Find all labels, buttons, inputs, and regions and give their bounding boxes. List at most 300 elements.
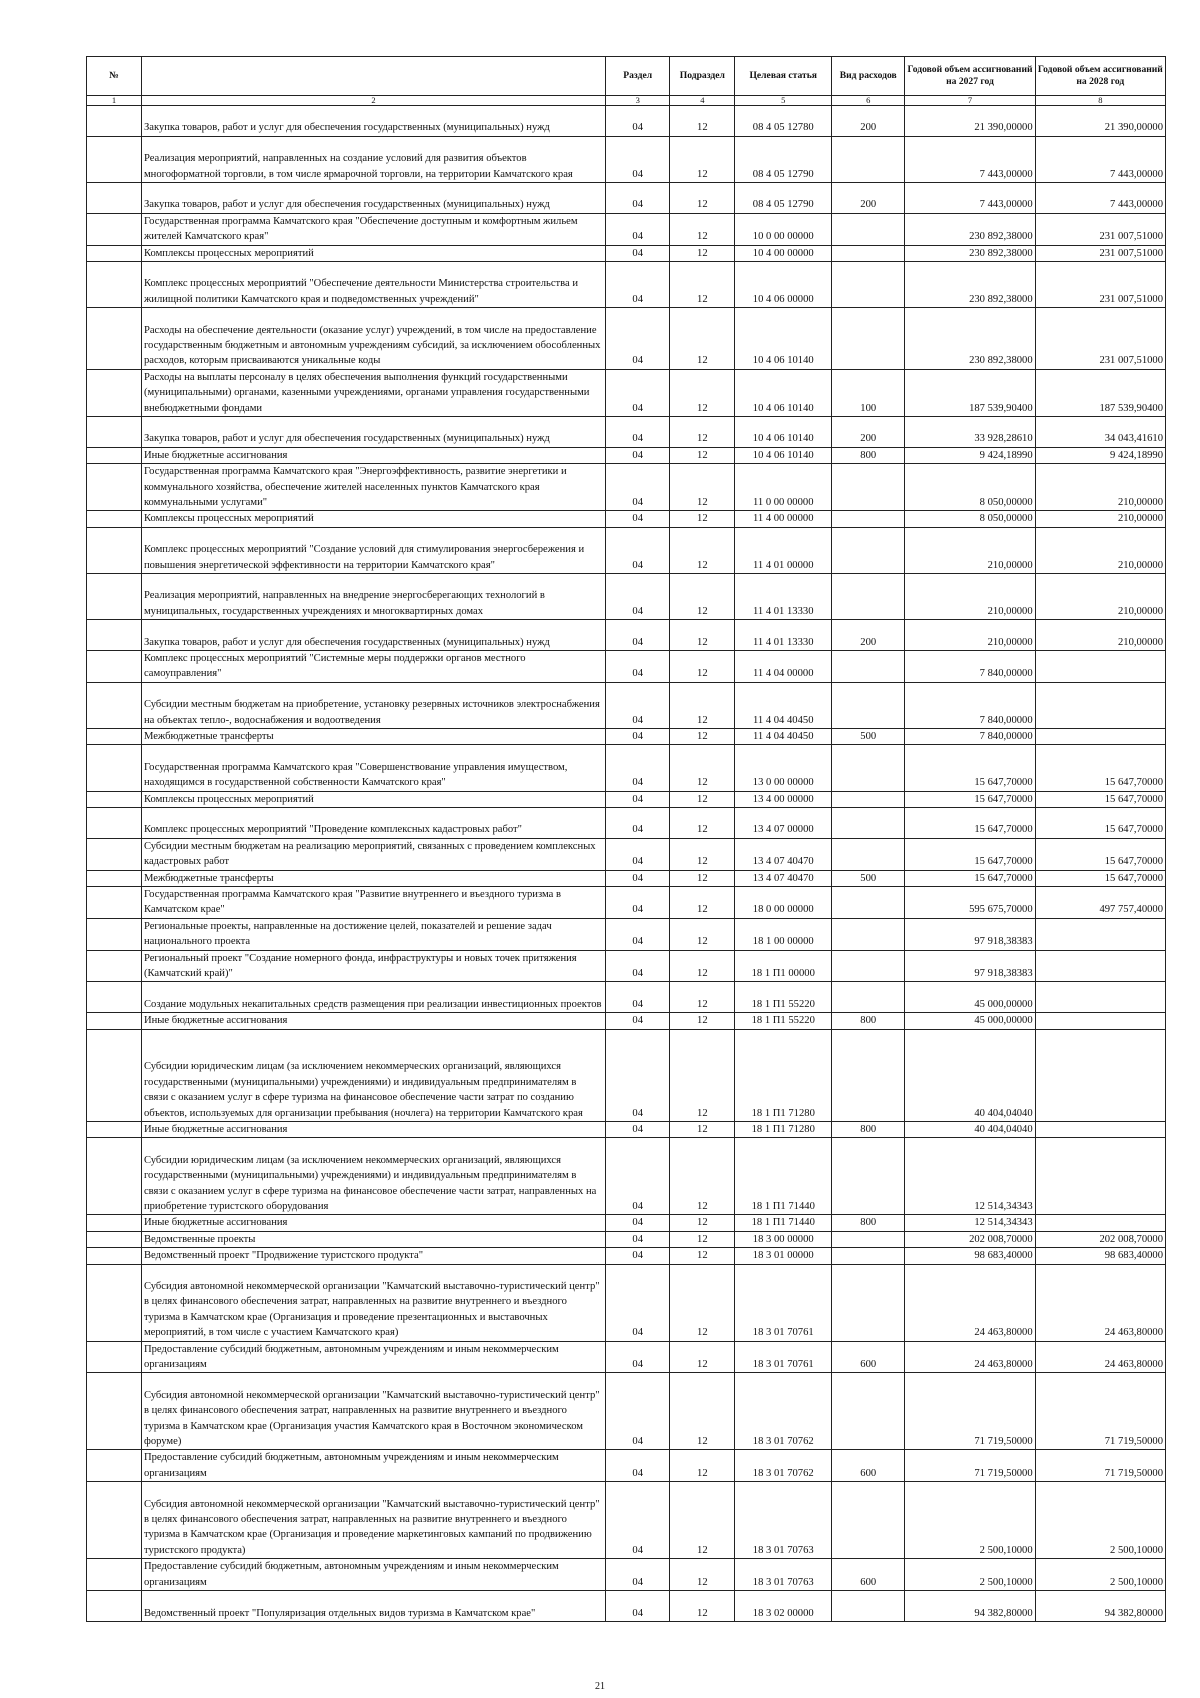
row-vid xyxy=(832,1248,905,1264)
row-amount-2027: 40 404,04040 xyxy=(905,1122,1035,1138)
row-article: 18 1 П1 55220 xyxy=(735,1013,832,1029)
table-row xyxy=(87,182,1166,213)
row-vid: 800 xyxy=(832,1013,905,1029)
row-number xyxy=(87,369,142,416)
row-razdel: 04 xyxy=(606,651,670,683)
row-article: 08 4 05 12790 xyxy=(735,182,832,213)
row-amount-2028 xyxy=(1035,982,1165,1013)
row-vid xyxy=(832,982,905,1013)
row-article: 13 0 00 00000 xyxy=(735,745,832,791)
table-row xyxy=(87,682,1166,728)
row-name: Расходы на обеспечение деятельности (оказание услуг) учреждений, в том числе на предоставление государственным бюджетным и автономным учреждениям субсидий, за исключением обособленных расходов, которым присваиваются уникальные коды xyxy=(141,308,605,370)
row-vid xyxy=(832,745,905,791)
row-name: Комплекс процессных мероприятий "Создание условий для стимулирования энергосбережения и повышения энергетической эффективности на территории Камчатского края" xyxy=(141,527,605,573)
row-name: Создание модульных некапитальных средств размещения при реализации инвестиционных проектов xyxy=(141,982,605,1013)
row-podrazdel: 12 xyxy=(670,745,735,791)
table-row xyxy=(87,1231,1166,1247)
row-podrazdel: 12 xyxy=(670,682,735,728)
row-article: 10 4 06 10140 xyxy=(735,447,832,463)
row-razdel: 04 xyxy=(606,511,670,527)
row-amount-2027: 45 000,00000 xyxy=(905,1013,1035,1029)
row-amount-2027: 94 382,80000 xyxy=(905,1591,1035,1622)
row-podrazdel: 12 xyxy=(670,1450,735,1482)
row-razdel: 04 xyxy=(606,808,670,839)
header-2027: Годовой объем ассигнований на 2027 год xyxy=(905,57,1035,96)
row-article: 18 3 01 00000 xyxy=(735,1248,832,1264)
column-number: 3 xyxy=(606,96,670,106)
row-name: Комплекс процессных мероприятий "Проведение комплексных кадастровых работ" xyxy=(141,808,605,839)
row-podrazdel: 12 xyxy=(670,182,735,213)
row-amount-2028: 94 382,80000 xyxy=(1035,1591,1165,1622)
table-row xyxy=(87,511,1166,527)
row-name: Предоставление субсидий бюджетным, автономным учреждениям и иным некоммерческим организациям xyxy=(141,1450,605,1482)
table-row xyxy=(87,808,1166,839)
row-razdel: 04 xyxy=(606,1341,670,1373)
row-amount-2027: 595 675,70000 xyxy=(905,887,1035,919)
row-podrazdel: 12 xyxy=(670,1373,735,1450)
row-podrazdel: 12 xyxy=(670,1029,735,1121)
table-row xyxy=(87,245,1166,261)
row-article: 11 4 01 00000 xyxy=(735,527,832,573)
row-podrazdel: 12 xyxy=(670,1341,735,1373)
row-number xyxy=(87,620,142,651)
row-amount-2027: 230 892,38000 xyxy=(905,213,1035,245)
row-number xyxy=(87,1264,142,1341)
row-article: 10 4 06 10140 xyxy=(735,308,832,370)
row-number xyxy=(87,1248,142,1264)
table-row xyxy=(87,620,1166,651)
row-amount-2028: 9 424,18990 xyxy=(1035,447,1165,463)
row-number xyxy=(87,245,142,261)
table-row xyxy=(87,838,1166,870)
row-podrazdel: 12 xyxy=(670,791,735,807)
row-amount-2028: 15 647,70000 xyxy=(1035,791,1165,807)
row-razdel: 04 xyxy=(606,1029,670,1121)
row-amount-2027: 7 840,00000 xyxy=(905,651,1035,683)
row-number xyxy=(87,527,142,573)
row-razdel: 04 xyxy=(606,1264,670,1341)
row-vid: 800 xyxy=(832,447,905,463)
row-razdel: 04 xyxy=(606,1373,670,1450)
row-razdel: 04 xyxy=(606,729,670,745)
row-article: 13 4 07 40470 xyxy=(735,870,832,886)
row-name: Государственная программа Камчатского края "Совершенствование управления имуществом, находящимся в государственной собственности Камчатского края" xyxy=(141,745,605,791)
row-amount-2028 xyxy=(1035,1013,1165,1029)
table-row xyxy=(87,574,1166,620)
row-razdel: 04 xyxy=(606,1591,670,1622)
row-vid: 600 xyxy=(832,1450,905,1482)
row-article: 18 1 П1 71280 xyxy=(735,1122,832,1138)
row-razdel: 04 xyxy=(606,1559,670,1591)
row-article: 11 4 04 40450 xyxy=(735,729,832,745)
row-name: Иные бюджетные ассигнования xyxy=(141,1013,605,1029)
row-name: Межбюджетные трансферты xyxy=(141,729,605,745)
row-article: 13 4 00 00000 xyxy=(735,791,832,807)
row-article: 13 4 07 00000 xyxy=(735,808,832,839)
row-podrazdel: 12 xyxy=(670,1215,735,1231)
row-number xyxy=(87,808,142,839)
row-name: Государственная программа Камчатского края "Обеспечение доступным и комфортным жильем жителей Камчатского края" xyxy=(141,213,605,245)
row-number xyxy=(87,950,142,982)
row-razdel: 04 xyxy=(606,682,670,728)
row-article: 11 4 04 40450 xyxy=(735,682,832,728)
row-vid: 600 xyxy=(832,1559,905,1591)
row-name: Ведомственный проект "Продвижение туристского продукта" xyxy=(141,1248,605,1264)
row-amount-2027: 2 500,10000 xyxy=(905,1482,1035,1559)
row-razdel: 04 xyxy=(606,791,670,807)
row-razdel: 04 xyxy=(606,918,670,950)
row-article: 18 1 П1 55220 xyxy=(735,982,832,1013)
row-amount-2027: 8 050,00000 xyxy=(905,464,1035,511)
table-row xyxy=(87,417,1166,448)
row-amount-2028: 210,00000 xyxy=(1035,574,1165,620)
row-podrazdel: 12 xyxy=(670,808,735,839)
row-number xyxy=(87,1138,142,1215)
row-podrazdel: 12 xyxy=(670,245,735,261)
row-number xyxy=(87,447,142,463)
row-amount-2028: 34 043,41610 xyxy=(1035,417,1165,448)
row-podrazdel: 12 xyxy=(670,308,735,370)
row-podrazdel: 12 xyxy=(670,870,735,886)
row-amount-2028: 7 443,00000 xyxy=(1035,182,1165,213)
row-razdel: 04 xyxy=(606,982,670,1013)
table-row xyxy=(87,918,1166,950)
row-number xyxy=(87,1215,142,1231)
row-name: Иные бюджетные ассигнования xyxy=(141,1215,605,1231)
row-number xyxy=(87,870,142,886)
row-podrazdel: 12 xyxy=(670,1482,735,1559)
row-razdel: 04 xyxy=(606,1122,670,1138)
row-name: Закупка товаров, работ и услуг для обеспечения государственных (муниципальных) нужд xyxy=(141,106,605,137)
table-row xyxy=(87,213,1166,245)
header-number: № xyxy=(87,57,142,96)
row-article: 18 1 00 00000 xyxy=(735,918,832,950)
row-razdel: 04 xyxy=(606,1013,670,1029)
row-article: 11 4 04 00000 xyxy=(735,651,832,683)
row-name: Ведомственные проекты xyxy=(141,1231,605,1247)
row-amount-2027: 7 443,00000 xyxy=(905,182,1035,213)
row-number xyxy=(87,1373,142,1450)
row-name: Межбюджетные трансферты xyxy=(141,870,605,886)
row-number xyxy=(87,213,142,245)
row-amount-2028 xyxy=(1035,682,1165,728)
row-name: Субсидия автономной некоммерческой организации "Камчатский выставочно-туристический центр" в целях финансового обеспечения затрат, направленных на развитие внутреннего и въездного туризма в Камчатском крае (Организация и проведение маркетинговых кампаний по продвижению туристского продукта) xyxy=(141,1482,605,1559)
row-podrazdel: 12 xyxy=(670,838,735,870)
row-razdel: 04 xyxy=(606,1138,670,1215)
row-name: Комплексы процессных мероприятий xyxy=(141,245,605,261)
row-number xyxy=(87,574,142,620)
row-amount-2027: 71 719,50000 xyxy=(905,1450,1035,1482)
row-vid xyxy=(832,511,905,527)
row-razdel: 04 xyxy=(606,308,670,370)
budget-table xyxy=(86,56,1166,1622)
row-amount-2027: 40 404,04040 xyxy=(905,1029,1035,1121)
row-vid: 800 xyxy=(832,1122,905,1138)
row-amount-2027: 9 424,18990 xyxy=(905,447,1035,463)
row-number xyxy=(87,791,142,807)
row-amount-2027: 8 050,00000 xyxy=(905,511,1035,527)
row-article: 18 1 П1 71280 xyxy=(735,1029,832,1121)
row-amount-2027: 230 892,38000 xyxy=(905,245,1035,261)
row-podrazdel: 12 xyxy=(670,651,735,683)
row-podrazdel: 12 xyxy=(670,511,735,527)
row-vid xyxy=(832,791,905,807)
row-vid xyxy=(832,887,905,919)
column-number: 4 xyxy=(670,96,735,106)
row-vid xyxy=(832,1482,905,1559)
row-razdel: 04 xyxy=(606,1215,670,1231)
table-row xyxy=(87,1373,1166,1450)
row-name: Закупка товаров, работ и услуг для обеспечения государственных (муниципальных) нужд xyxy=(141,182,605,213)
row-amount-2027: 33 928,28610 xyxy=(905,417,1035,448)
row-article: 18 3 02 00000 xyxy=(735,1591,832,1622)
row-article: 11 4 00 00000 xyxy=(735,511,832,527)
row-amount-2028: 15 647,70000 xyxy=(1035,745,1165,791)
header-row xyxy=(87,57,1166,96)
row-number xyxy=(87,1029,142,1121)
row-number xyxy=(87,1122,142,1138)
row-amount-2028: 210,00000 xyxy=(1035,464,1165,511)
row-podrazdel: 12 xyxy=(670,1591,735,1622)
row-number xyxy=(87,417,142,448)
row-vid xyxy=(832,808,905,839)
row-amount-2028: 24 463,80000 xyxy=(1035,1264,1165,1341)
row-article: 11 0 00 00000 xyxy=(735,464,832,511)
row-razdel: 04 xyxy=(606,950,670,982)
row-amount-2027: 45 000,00000 xyxy=(905,982,1035,1013)
table-row xyxy=(87,1450,1166,1482)
row-vid xyxy=(832,1029,905,1121)
row-vid: 600 xyxy=(832,1341,905,1373)
row-vid: 200 xyxy=(832,182,905,213)
row-razdel: 04 xyxy=(606,245,670,261)
row-amount-2028: 7 443,00000 xyxy=(1035,136,1165,182)
row-vid xyxy=(832,527,905,573)
row-article: 11 4 01 13330 xyxy=(735,620,832,651)
row-amount-2028: 2 500,10000 xyxy=(1035,1559,1165,1591)
row-number xyxy=(87,308,142,370)
row-number xyxy=(87,1482,142,1559)
header-name xyxy=(141,57,605,96)
row-number xyxy=(87,262,142,308)
row-amount-2027: 15 647,70000 xyxy=(905,791,1035,807)
row-article: 18 0 00 00000 xyxy=(735,887,832,919)
row-amount-2027: 210,00000 xyxy=(905,527,1035,573)
row-number xyxy=(87,1341,142,1373)
row-name: Предоставление субсидий бюджетным, автономным учреждениям и иным некоммерческим организациям xyxy=(141,1559,605,1591)
row-podrazdel: 12 xyxy=(670,620,735,651)
table-row xyxy=(87,1264,1166,1341)
row-amount-2028: 21 390,00000 xyxy=(1035,106,1165,137)
table-row xyxy=(87,1122,1166,1138)
row-podrazdel: 12 xyxy=(670,464,735,511)
column-number: 6 xyxy=(832,96,905,106)
table-row xyxy=(87,527,1166,573)
table-row xyxy=(87,106,1166,137)
row-vid xyxy=(832,262,905,308)
table-row xyxy=(87,1482,1166,1559)
row-amount-2028: 231 007,51000 xyxy=(1035,245,1165,261)
row-amount-2027: 15 647,70000 xyxy=(905,870,1035,886)
row-amount-2027: 15 647,70000 xyxy=(905,745,1035,791)
row-vid xyxy=(832,1231,905,1247)
row-razdel: 04 xyxy=(606,745,670,791)
row-name: Субсидии местным бюджетам на реализацию мероприятий, связанных с проведением комплексных кадастровых работ xyxy=(141,838,605,870)
row-amount-2028 xyxy=(1035,950,1165,982)
row-amount-2027: 7 840,00000 xyxy=(905,729,1035,745)
row-vid xyxy=(832,245,905,261)
row-number xyxy=(87,1013,142,1029)
row-razdel: 04 xyxy=(606,620,670,651)
table-row xyxy=(87,308,1166,370)
row-podrazdel: 12 xyxy=(670,918,735,950)
row-amount-2028: 71 719,50000 xyxy=(1035,1373,1165,1450)
row-name: Комплекс процессных мероприятий "Системные меры поддержки органов местного самоуправления" xyxy=(141,651,605,683)
table-row xyxy=(87,1215,1166,1231)
row-article: 10 4 06 00000 xyxy=(735,262,832,308)
column-number-row xyxy=(87,96,1166,106)
table-row xyxy=(87,447,1166,463)
row-article: 18 3 01 70761 xyxy=(735,1264,832,1341)
table-row xyxy=(87,1248,1166,1264)
row-number xyxy=(87,982,142,1013)
column-number: 5 xyxy=(735,96,832,106)
column-number: 7 xyxy=(905,96,1035,106)
row-amount-2028 xyxy=(1035,1215,1165,1231)
row-amount-2027: 230 892,38000 xyxy=(905,262,1035,308)
row-vid xyxy=(832,950,905,982)
row-podrazdel: 12 xyxy=(670,1559,735,1591)
budget-sheet xyxy=(86,56,1166,1622)
row-article: 18 3 00 00000 xyxy=(735,1231,832,1247)
row-amount-2028: 15 647,70000 xyxy=(1035,808,1165,839)
row-podrazdel: 12 xyxy=(670,1122,735,1138)
row-name: Комплексы процессных мероприятий xyxy=(141,791,605,807)
row-vid xyxy=(832,308,905,370)
row-podrazdel: 12 xyxy=(670,1138,735,1215)
row-podrazdel: 12 xyxy=(670,262,735,308)
row-podrazdel: 12 xyxy=(670,213,735,245)
row-vid xyxy=(832,1264,905,1341)
row-number xyxy=(87,729,142,745)
row-name: Субсидии местным бюджетам на приобретение, установку резервных источников электроснабжения на объектах тепло-, водоснабжения и водоотведения xyxy=(141,682,605,728)
row-podrazdel: 12 xyxy=(670,369,735,416)
row-podrazdel: 12 xyxy=(670,1248,735,1264)
row-number xyxy=(87,1450,142,1482)
table-row xyxy=(87,791,1166,807)
row-podrazdel: 12 xyxy=(670,729,735,745)
table-row xyxy=(87,950,1166,982)
row-name: Реализация мероприятий, направленных на создание условий для развития объектов многоформатной торговли, в том числе ярмарочной торговли, на территории Камчатского края xyxy=(141,136,605,182)
row-vid xyxy=(832,1373,905,1450)
row-podrazdel: 12 xyxy=(670,1231,735,1247)
row-amount-2027: 7 443,00000 xyxy=(905,136,1035,182)
row-amount-2028 xyxy=(1035,729,1165,745)
row-amount-2027: 97 918,38383 xyxy=(905,950,1035,982)
row-vid: 100 xyxy=(832,369,905,416)
row-amount-2027: 71 719,50000 xyxy=(905,1373,1035,1450)
row-amount-2027: 187 539,90400 xyxy=(905,369,1035,416)
row-podrazdel: 12 xyxy=(670,136,735,182)
row-podrazdel: 12 xyxy=(670,887,735,919)
table-row xyxy=(87,729,1166,745)
table-row xyxy=(87,262,1166,308)
row-name: Субсидия автономной некоммерческой организации "Камчатский выставочно-туристический центр" в целях финансового обеспечения затрат, направленных на развитие внутреннего и въездного туризма в Камчатском крае (Организация участия Камчатского края в Восточном экономическом форуме) xyxy=(141,1373,605,1450)
table-row xyxy=(87,870,1166,886)
row-amount-2027: 21 390,00000 xyxy=(905,106,1035,137)
row-number xyxy=(87,651,142,683)
row-number xyxy=(87,1591,142,1622)
row-razdel: 04 xyxy=(606,369,670,416)
row-amount-2028: 210,00000 xyxy=(1035,620,1165,651)
row-amount-2027: 15 647,70000 xyxy=(905,838,1035,870)
table-row xyxy=(87,136,1166,182)
row-razdel: 04 xyxy=(606,838,670,870)
row-article: 08 4 05 12780 xyxy=(735,106,832,137)
row-article: 10 4 06 10140 xyxy=(735,417,832,448)
row-name: Региональный проект "Создание номерного фонда, инфраструктуры и новых точек притяжения (Камчатский край)" xyxy=(141,950,605,982)
row-name: Иные бюджетные ассигнования xyxy=(141,1122,605,1138)
row-podrazdel: 12 xyxy=(670,950,735,982)
header-article: Целевая статья xyxy=(735,57,832,96)
row-amount-2028: 231 007,51000 xyxy=(1035,308,1165,370)
table-row xyxy=(87,464,1166,511)
row-razdel: 04 xyxy=(606,887,670,919)
row-article: 11 4 01 13330 xyxy=(735,574,832,620)
table-row xyxy=(87,745,1166,791)
row-razdel: 04 xyxy=(606,527,670,573)
row-article: 18 3 01 70762 xyxy=(735,1373,832,1450)
row-amount-2028: 202 008,70000 xyxy=(1035,1231,1165,1247)
row-podrazdel: 12 xyxy=(670,574,735,620)
row-article: 18 1 П1 71440 xyxy=(735,1138,832,1215)
column-number: 2 xyxy=(141,96,605,106)
row-razdel: 04 xyxy=(606,464,670,511)
row-razdel: 04 xyxy=(606,574,670,620)
row-name: Субсидии юридическим лицам (за исключением некоммерческих организаций, являющихся государственными (муниципальными) учреждениями) и индивидуальным предпринимателям в связи с оказанием услуг в сфере туризма на финансовое обеспечение части затрат, направленных на приобретение туристского оборудования xyxy=(141,1138,605,1215)
header-2028: Годовой объем ассигнований на 2028 год xyxy=(1035,57,1165,96)
row-podrazdel: 12 xyxy=(670,1013,735,1029)
row-number xyxy=(87,918,142,950)
row-razdel: 04 xyxy=(606,1482,670,1559)
row-vid xyxy=(832,682,905,728)
row-podrazdel: 12 xyxy=(670,982,735,1013)
row-razdel: 04 xyxy=(606,213,670,245)
row-amount-2027: 12 514,34343 xyxy=(905,1215,1035,1231)
row-number xyxy=(87,887,142,919)
row-vid xyxy=(832,1591,905,1622)
row-article: 08 4 05 12790 xyxy=(735,136,832,182)
row-amount-2028: 210,00000 xyxy=(1035,527,1165,573)
row-vid: 500 xyxy=(832,870,905,886)
row-podrazdel: 12 xyxy=(670,447,735,463)
row-article: 10 0 00 00000 xyxy=(735,213,832,245)
row-name: Ведомственный проект "Популяризация отдельных видов туризма в Камчатском крае" xyxy=(141,1591,605,1622)
row-amount-2028: 187 539,90400 xyxy=(1035,369,1165,416)
column-number: 1 xyxy=(87,96,142,106)
row-article: 18 1 П1 00000 xyxy=(735,950,832,982)
row-name: Комплексы процессных мероприятий xyxy=(141,511,605,527)
row-number xyxy=(87,838,142,870)
row-vid: 500 xyxy=(832,729,905,745)
row-vid xyxy=(832,213,905,245)
row-amount-2027: 230 892,38000 xyxy=(905,308,1035,370)
row-razdel: 04 xyxy=(606,136,670,182)
row-amount-2027: 210,00000 xyxy=(905,620,1035,651)
row-name: Закупка товаров, работ и услуг для обеспечения государственных (муниципальных) нужд xyxy=(141,417,605,448)
row-amount-2027: 24 463,80000 xyxy=(905,1341,1035,1373)
row-vid: 200 xyxy=(832,620,905,651)
